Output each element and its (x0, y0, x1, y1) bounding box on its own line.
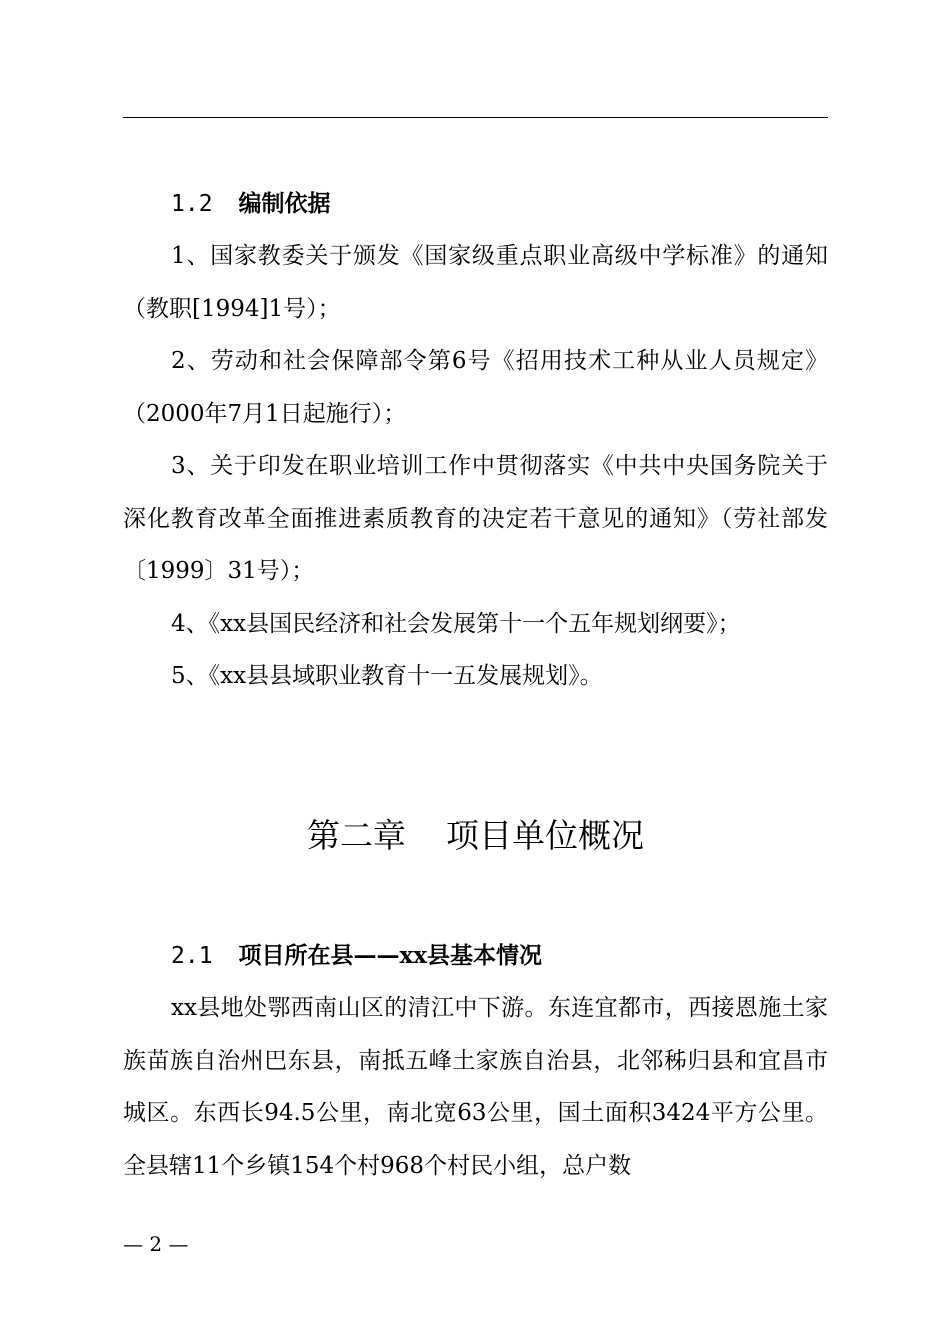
page-number: — 2 — (123, 1232, 189, 1256)
chapter-title (123, 808, 828, 864)
section-1-2 (123, 178, 828, 703)
header-rule (123, 117, 828, 118)
basis-item-3: 3、关于印发在职业培训工作中贯彻落实《中共中央国务院关于深化教育改革全面推进素质教育的决定若干意见的通知》（劳社部发〔1999〕31号）； (123, 453, 828, 584)
section-title: 项目所在县——xx县基本情况 (238, 942, 542, 969)
county-overview-paragraph: xx县地处鄂西南山区的清江中下游。东连宜都市，西接恩施土家族苗族自治州巴东县，南抵五峰土家族自治县，北邻秭归县和宜昌市城区。东西长94.5公里，南北宽63公里，国土面积3424平方公里。全县辖11个乡镇154个村968个村民小组，总户数 (123, 995, 828, 1179)
section-number: 1.2 (171, 191, 213, 217)
section-number: 2.1 (171, 943, 213, 969)
basis-item-2: 2、劳动和社会保障部令第6号《招用技术工种从业人员规定》（2000年7月1日起施行）； (123, 348, 828, 427)
section-heading-2-1 (123, 930, 828, 982)
section-heading-1-2 (123, 178, 828, 230)
chapter-label: 第二章 (307, 816, 406, 855)
section-title: 编制依据 (238, 190, 331, 217)
section-2-1 (123, 930, 828, 1192)
chapter-name: 项目单位概况 (446, 816, 644, 855)
basis-item-5: 5、《xx县县域职业教育十一五发展规划》。 (171, 663, 603, 689)
basis-item-4: 4、《xx县国民经济和社会发展第十一个五年规划纲要》； (171, 610, 741, 637)
basis-item-1: 1、国家教委关于颁发《国家级重点职业高级中学标准》的通知（教职[1994]1号）； (123, 243, 828, 322)
